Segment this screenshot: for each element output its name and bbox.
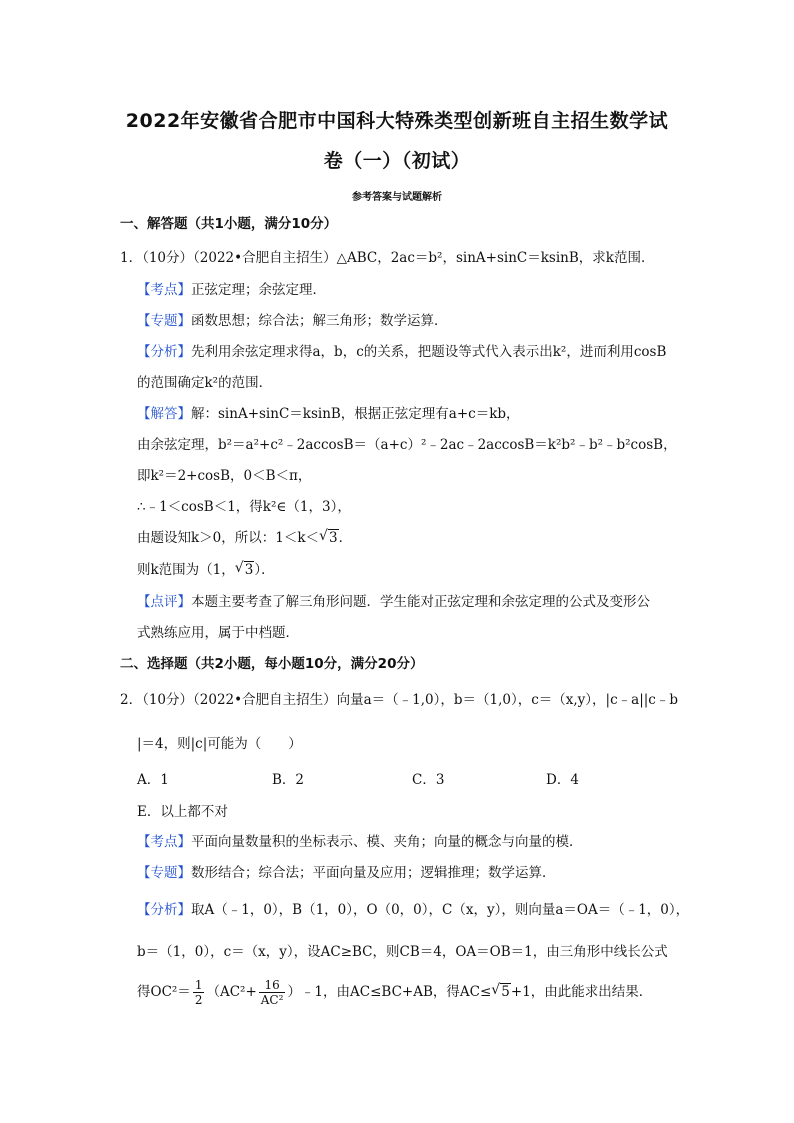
q1-dianping-line2: 式熟练应用，属于中档题．: [137, 625, 299, 641]
q1-kaodian-text: 正弦定理；余弦定理．: [191, 282, 326, 298]
q1-dianping-line1: [137, 592, 684, 612]
q2-fenxi-text-1: 取A（﹣1，0），B（1，0），O（0，0），C（x，y），则向量a＝OA＝（﹣1，0），: [191, 902, 690, 918]
q1-kaodian: [137, 280, 684, 300]
q1-jieda-tag: 【解答】: [137, 406, 191, 422]
fraction-one-half: $\frac{1}{2}$: [194, 978, 203, 1007]
q2-stem-line2: |＝4，则|c|可能为（ ）: [137, 736, 302, 752]
q2-zhuanti-tag: 【专题】: [137, 865, 191, 881]
q1-jieda-line2: 由余弦定理，b²＝a²+c²﹣2accosB＝（a+c）²﹣2ac﹣2accosB＝k²b²﹣b²﹣b²cosB，: [137, 437, 677, 453]
q2-fenxi3-post: +1，由此能求出结果．: [510, 984, 653, 1000]
q1-jieda-text-1: 解：sinA+sinC＝ksinB，根据正弦定理有a+c＝kb，: [191, 406, 520, 422]
q2-option-b: B．2: [272, 772, 305, 788]
q1-zhuanti-tag: 【专题】: [137, 313, 191, 329]
q2-fenxi-line3: [137, 978, 684, 1007]
q1-kaodian-tag: 【考点】: [137, 282, 191, 298]
q1-jieda-line4: ∴﹣1＜cosB＜1，得k²∈（1，3），: [137, 499, 351, 515]
q1-jieda6-post: ）．: [254, 562, 275, 578]
q2-option-e: E．以上都不对: [137, 804, 228, 820]
q2-fenxi3-pre: 得OC²＝: [137, 984, 191, 1000]
section-heading-1: 一、解答题（共1小题，满分10分）: [120, 216, 338, 232]
q2-zhuanti: [137, 863, 684, 883]
document-subtitle: 参考答案与试题解析: [352, 192, 442, 203]
q2-kaodian: [137, 832, 684, 852]
sqrt-3: √ 3: [235, 560, 255, 580]
sqrt-5: √ 5: [491, 979, 511, 1005]
q1-jieda-line5: [137, 528, 684, 548]
q1-fenxi-text-1: 先利用余弦定理求得a，b，c的关系，把题设等式代入表示出k²，进而利用cosB: [191, 344, 667, 360]
section-heading-2: 二、选择题（共2小题，每小题10分，满分20分）: [120, 656, 424, 672]
q2-zhuanti-text: 数形结合；综合法；平面向量及应用；逻辑推理；数学运算．: [191, 865, 556, 881]
q1-fenxi-line2: 的范围确定k²的范围．: [137, 375, 273, 391]
q1-stem: 1．（10分）（2022•合肥自主招生）△ABC，2ac＝b²，sinA+sinC＝ksinB，求k范围．: [120, 250, 655, 266]
q2-fenxi-line2: b＝（1，0），c＝（x，y），设AC≥BC，则CB＝4，OA＝OB＝1，由三角形中线长公式: [137, 944, 668, 960]
q1-jieda-line6: [137, 560, 684, 580]
q2-option-a: A．1: [137, 772, 169, 788]
q2-kaodian-tag: 【考点】: [137, 834, 191, 850]
q1-zhuanti: [137, 311, 684, 331]
q1-fenxi-line1: [137, 342, 684, 362]
q1-zhuanti-text: 函数思想；综合法；解三角形；数学运算．: [191, 313, 448, 329]
q2-stem-line1: 2．（10分）（2022•合肥自主招生）向量a＝（﹣1,0），b＝（1,0），c＝（x,y），|c﹣a||c﹣b: [120, 692, 679, 708]
q1-jieda-line3: 即k²＝2+cosB，0＜B＜π，: [137, 468, 312, 484]
q1-fenxi-tag: 【分析】: [137, 344, 191, 360]
q1-dianping-text-1: 本题主要考查了解三角形问题．学生能对正弦定理和余弦定理的公式及变形公: [191, 594, 650, 610]
document-title-line1: 2022年安徽省合肥市中国科大特殊类型创新班自主招生数学试: [125, 110, 669, 132]
q1-jieda-line1: [137, 404, 684, 424]
document-title-line2: 卷（一）（初试）: [323, 150, 471, 172]
q1-jieda6-pre: 则k范围为（1，: [137, 562, 235, 578]
q2-option-d: D．4: [546, 772, 579, 788]
q1-jieda5-pre: 由题设知k＞0，所以：1＜k＜: [137, 530, 320, 546]
q2-option-c: C．3: [412, 772, 445, 788]
q2-fenxi3-mid: （AC²+: [206, 984, 257, 1000]
sqrt-3: √ 3: [319, 528, 339, 548]
q2-kaodian-text: 平面向量数量积的坐标表示、模、夹角；向量的概念与向量的模．: [191, 834, 583, 850]
q1-jieda5-post: ．: [338, 530, 353, 546]
q1-dianping-tag: 【点评】: [137, 594, 191, 610]
q2-fenxi-tag: 【分析】: [137, 902, 191, 918]
q2-fenxi-line1: [137, 900, 690, 920]
fraction-16-over-ac2: $\frac{16}{\text{AC²}}$: [260, 978, 284, 1007]
q2-fenxi3-post-pre: ）﹣1，由AC≤BC+AB，得AC≤: [287, 984, 492, 1000]
